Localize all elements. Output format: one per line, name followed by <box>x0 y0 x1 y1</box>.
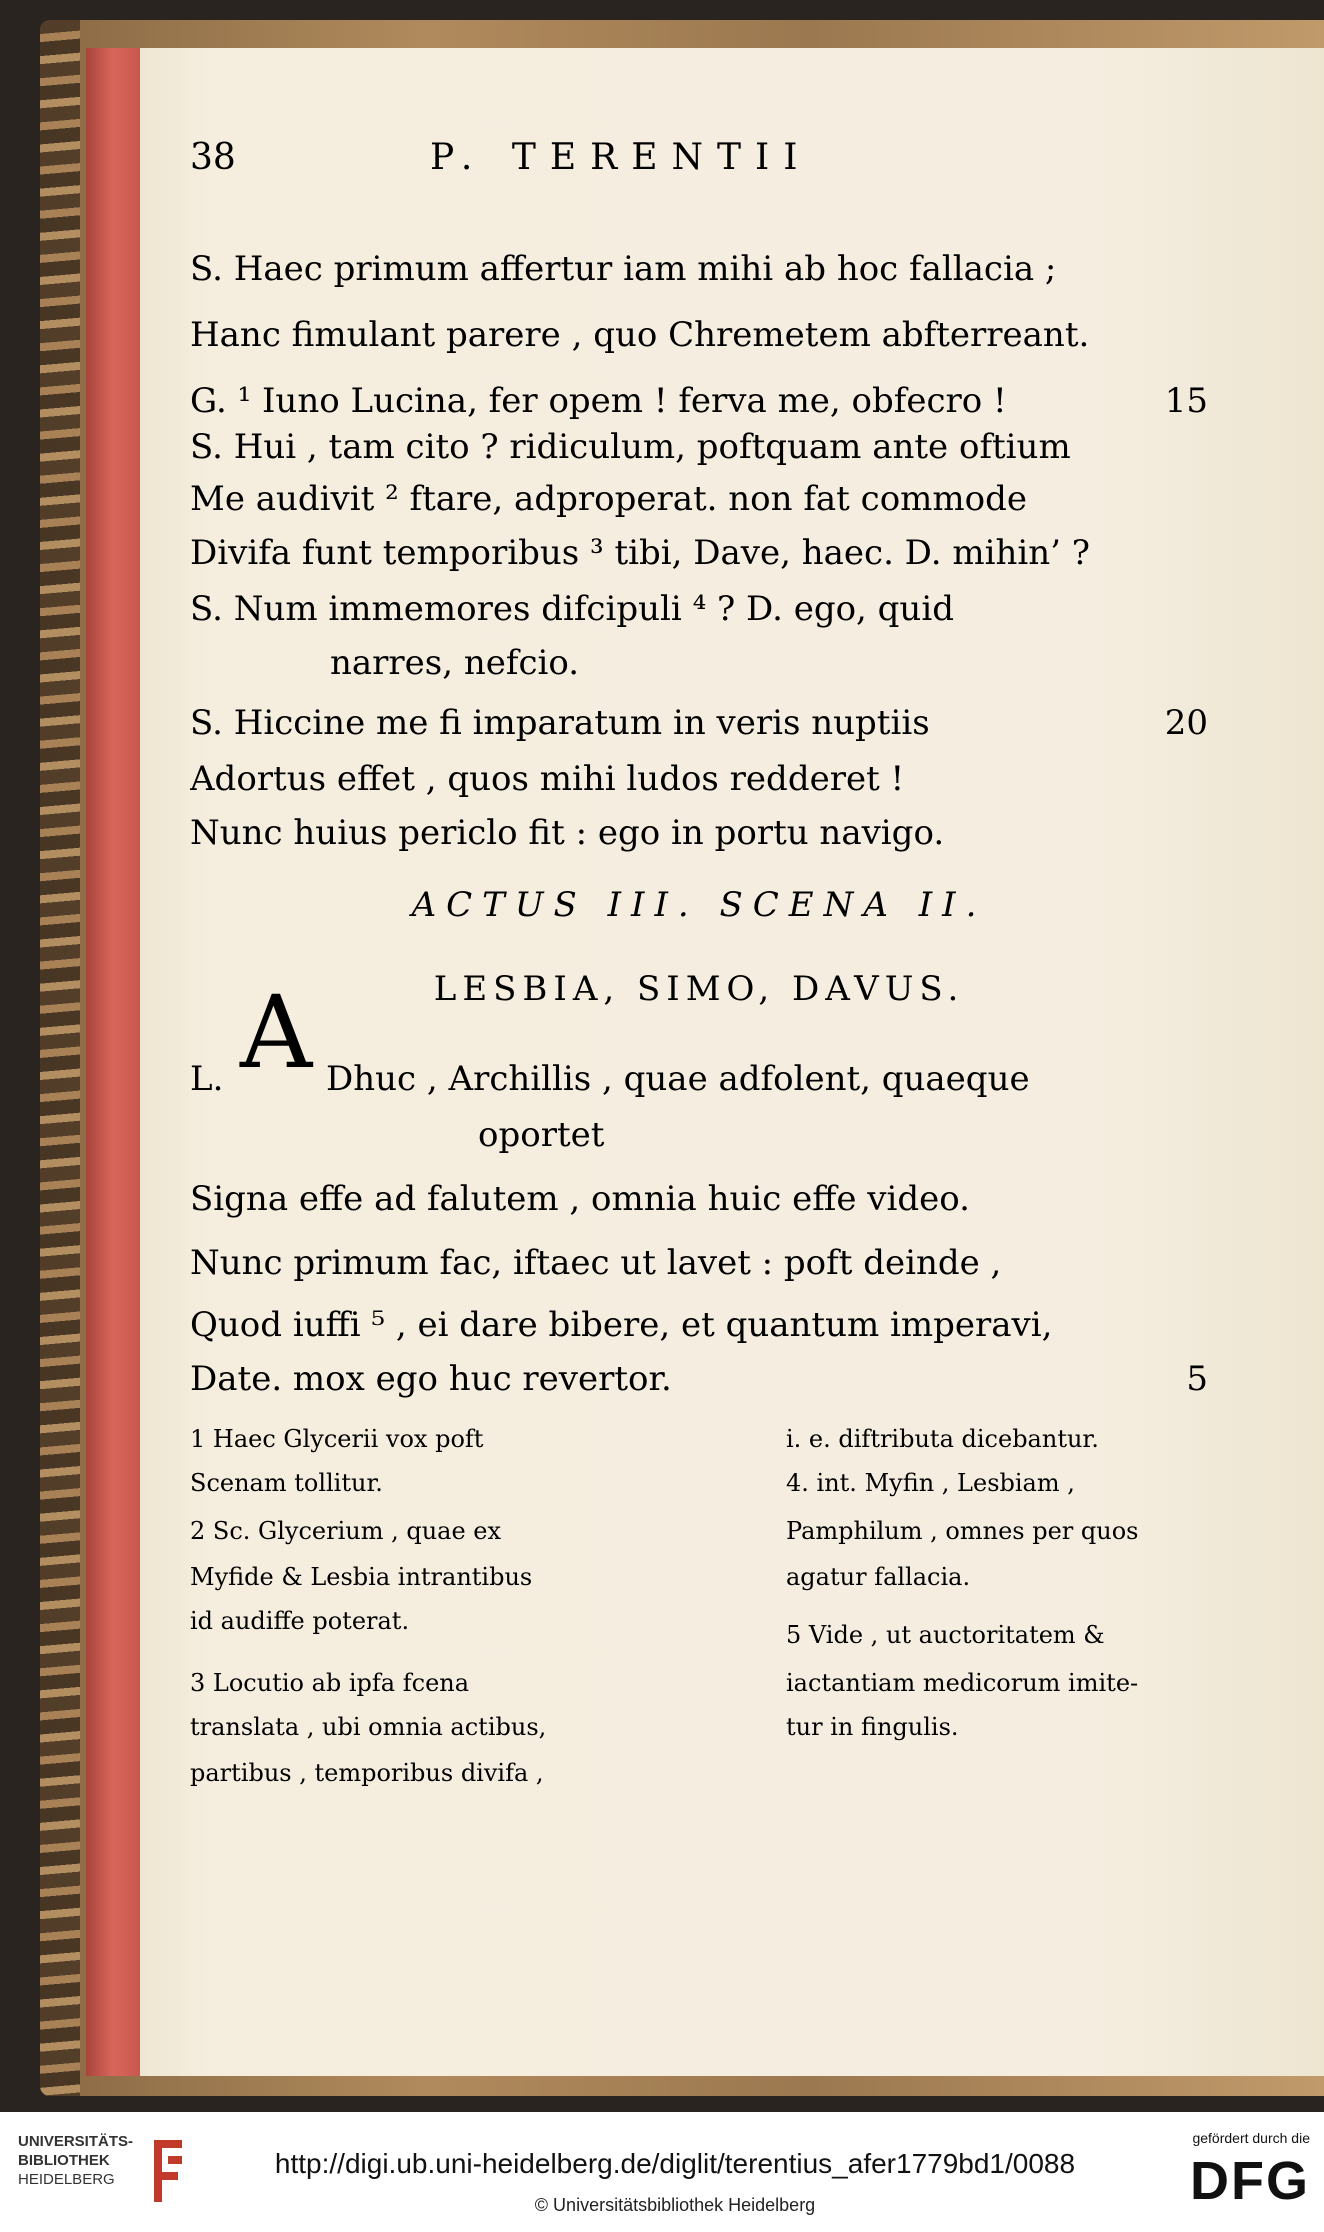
footnote-line: 4. int. Myfin , Lesbiam , <box>786 1469 1075 1497</box>
verse-line: Nunc huius periclo fit : ego in portu navigo. <box>190 813 945 853</box>
footnote-line: Myfide & Lesbia intrantibus <box>190 1563 533 1591</box>
verse-line: S. Haec primum affertur iam mihi ab hoc fallacia ; <box>190 249 1057 289</box>
footnote-line: tur in fingulis. <box>786 1713 959 1741</box>
footnote-line: Scenam tollitur. <box>190 1469 383 1497</box>
verse-line: Dhuc , Archillis , quae adfolent, quaeque <box>326 1059 1030 1099</box>
running-title: P. TERENTII <box>430 137 812 178</box>
running-head <box>190 128 1208 188</box>
scene-heading: ACTUS III. SCENA II. <box>411 885 987 925</box>
verse-line: Adortus effet , quos mihi ludos redderet ! <box>190 759 905 799</box>
dramatis-personae: LESBIA, SIMO, DAVUS. <box>433 969 965 1009</box>
footnote-line: Pamphilum , omnes per quos <box>786 1517 1139 1545</box>
footnote-line: i. e. diftributa dicebantur. <box>786 1425 1099 1453</box>
library-name-line: UNIVERSITÄTS- <box>18 2133 134 2150</box>
verse-line-indented: narres, nefcio. <box>330 643 580 683</box>
verse-line: Divifa funt temporibus ³ tibi, Dave, haec. D. mihin’ ? <box>190 533 1090 573</box>
footnote-line: partibus , temporibus divifa , <box>190 1759 544 1787</box>
footnote-line: 3 Locutio ab ipfa fcena <box>190 1669 470 1697</box>
library-mark-icon <box>150 2136 186 2206</box>
footnote-line: 1 Haec Glycerii vox poft <box>190 1425 484 1453</box>
page-number: 38 <box>190 137 236 178</box>
page-url-link[interactable]: http://digi.ub.uni-heidelberg.de/diglit/terentius_afer1779bd1/0088 <box>274 2148 1076 2179</box>
speaker-label: L. <box>190 1059 224 1099</box>
verse-line: Quod iuffi ⁵ , ei dare bibere, et quantum imperavi, <box>190 1305 1053 1345</box>
red-page-edge <box>86 48 146 2076</box>
copyright-notice: © Universitätsbibliothek Heidelberg <box>534 2195 816 2215</box>
verse-line: Nunc primum fac, iftaec ut lavet : poft deinde , <box>190 1243 1002 1283</box>
footnote-line: 2 Sc. Glycerium , quae ex <box>190 1517 502 1545</box>
library-name-line: BIBLIOTHEK <box>18 2152 110 2169</box>
verse-line: Me audivit ² ftare, adproperat. non fat commode <box>190 479 1028 519</box>
verse-line: Hanc fimulant parere , quo Chremetem abfterreant. <box>190 315 1090 355</box>
footnote-line: translata , ubi omnia actibus, <box>190 1713 547 1741</box>
verse-line: S. Hiccine me fi imparatum in veris nuptiis 20 <box>190 694 1208 752</box>
funded-by-label: gefördert durch die <box>1192 2130 1310 2146</box>
line-number: 20 <box>1164 703 1208 743</box>
verse-line: Signa effe ad falutem , omnia huic effe video. <box>190 1179 970 1219</box>
dfg-wordmark: DFG <box>1190 2151 1310 2211</box>
verse-line-indented: oportet <box>478 1115 605 1155</box>
library-name-line: HEIDELBERG <box>18 2171 115 2188</box>
footnote-line: iactantiam medicorum imite- <box>786 1669 1139 1697</box>
drop-capital: A <box>240 974 313 1091</box>
footnote-line: 5 Vide , ut auctoritatem & <box>786 1621 1105 1649</box>
line-number: 5 <box>1186 1359 1208 1399</box>
verse-line: Date. mox ego huc revertor. 5 <box>190 1350 1208 1408</box>
footnote-line: agatur fallacia. <box>786 1563 971 1591</box>
cover-marbled-edge <box>40 20 80 2096</box>
verse-line: G. ¹ Iuno Lucina, fer opem ! ferva me, obfecro ! 15 <box>190 372 1208 430</box>
footnote-line: id audiffe poterat. <box>190 1607 410 1635</box>
verse-line: S. Hui , tam cito ? ridiculum, poftquam ante oftium <box>190 427 1071 467</box>
library-logo[interactable] <box>18 2132 138 2216</box>
line-number: 15 <box>1164 381 1208 421</box>
dfg-logo[interactable] <box>1160 2128 1310 2224</box>
verse-line: S. Num immemores difcipuli ⁴ ? D. ego, quid <box>190 589 954 629</box>
